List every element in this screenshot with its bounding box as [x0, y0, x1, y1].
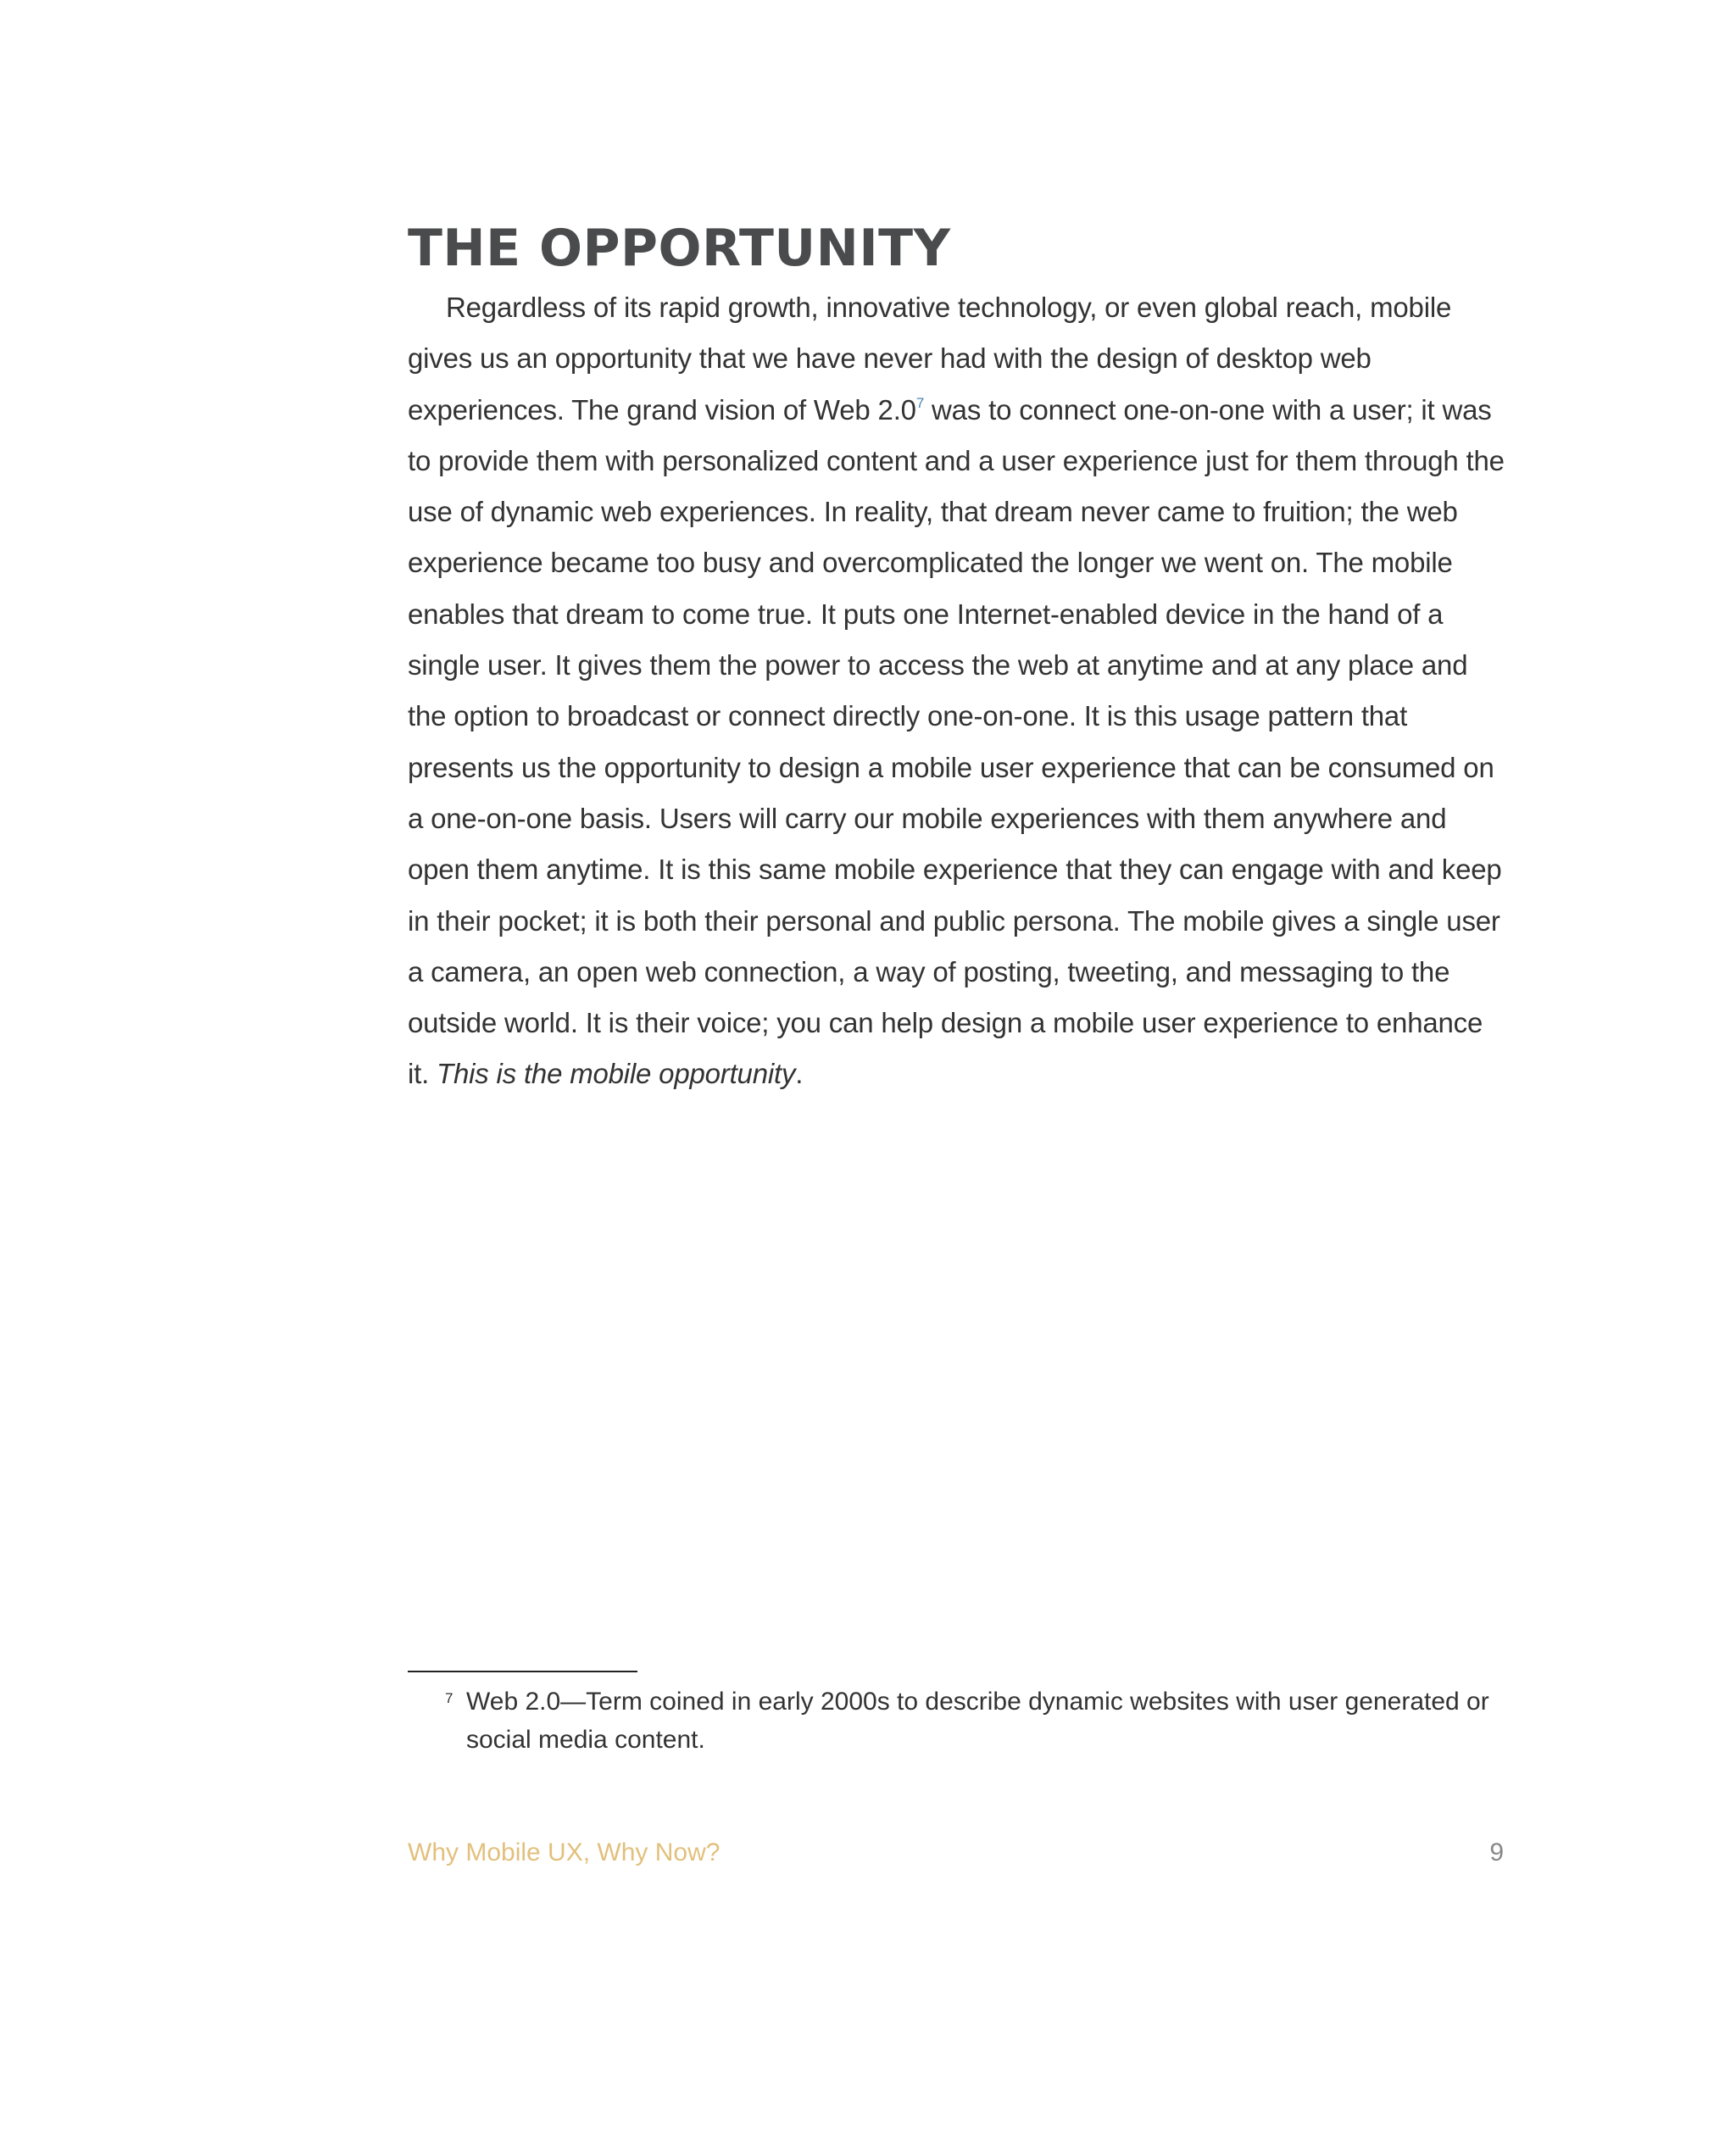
section-heading: THE OPPORTUNITY — [408, 219, 951, 278]
paragraph-closing-punctuation: . — [795, 1058, 804, 1090]
page-number: 9 — [1489, 1838, 1504, 1866]
paragraph-text-continued: was to connect one-on-one with a user; it was to provide them with personalized content and a user experience just for them through the use of dynamic web experiences. In reality, that dream never came to fruition; the web experience became too busy and overcomplicated the longer we went on. The mobile enables that dream to come true. It puts one Internet-enabled device in the hand of a single user. It gives them the power to access the web at anytime and at any place and the option to broadcast or connect directly one-on-one. It is this usage pattern that presents us the opportunity to design a mobile user experience that can be consumed on a one-on-one basis. Users will carry our mobile experiences with them anywhere and open them anytime. It is this same mobile experience that they can engage with and keep in their pocket; it is both their personal and public persona. The mobile gives a single user a camera, an open web connection, a way of posting, tweeting, and messaging to the outside world. It is their voice; you can help design a mobile user experience to enhance it. — [408, 393, 1505, 1090]
footnote-text: Web 2.0—Term coined in early 2000s to describe dynamic websites with user generated or social media content. — [466, 1688, 1489, 1754]
paragraph-text-start: Regardless of its rapid growth, innovative technology, or even global reach, mobile gives us an opportunity that we have never had with the design of desktop web experiences. The grand vision of Web 2.0 — [408, 292, 1452, 426]
body-paragraph — [408, 282, 1510, 1100]
footnote-marker: 7 — [445, 1690, 453, 1706]
emphasized-phrase: This is the mobile opportunity — [437, 1058, 796, 1090]
running-footer-title: Why Mobile UX, Why Now? — [408, 1838, 721, 1866]
footnote — [445, 1683, 1496, 1759]
footnote-reference[interactable]: 7 — [915, 394, 925, 411]
footnote-divider — [408, 1671, 637, 1672]
